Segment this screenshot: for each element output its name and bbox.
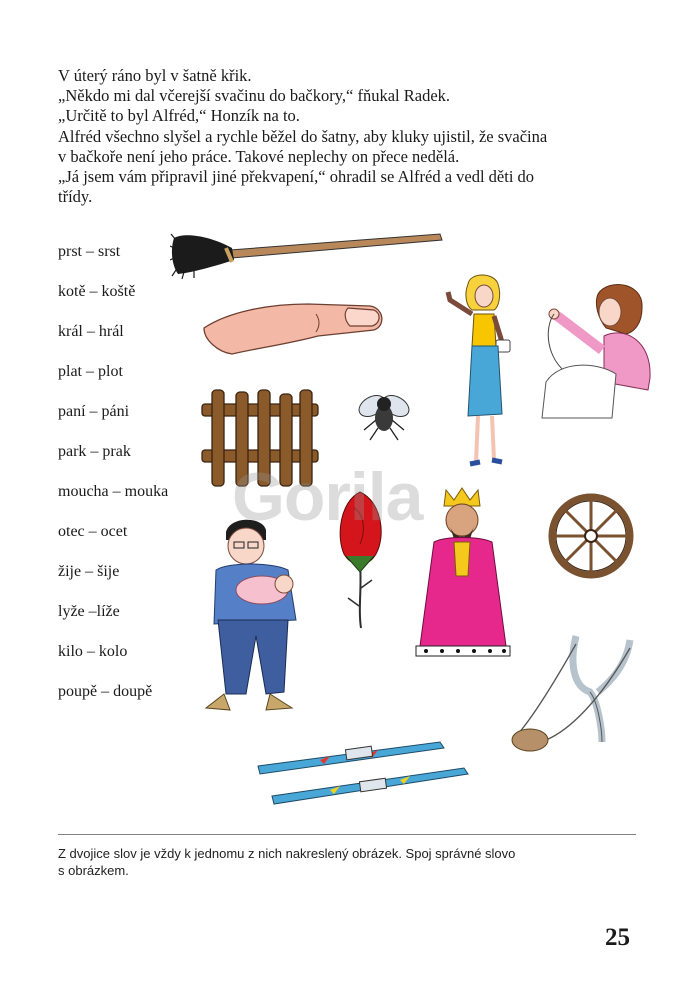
lady-icon[interactable]	[440, 270, 520, 474]
page-number: 25	[605, 924, 630, 951]
word-pair[interactable]: kotě – koště	[58, 283, 136, 300]
slingshot-icon[interactable]	[490, 630, 640, 766]
watermark: Gorila	[232, 459, 423, 535]
finger-icon[interactable]	[198, 292, 388, 356]
word-pair[interactable]: otec – ocet	[58, 523, 128, 540]
story-line: třídy.	[58, 187, 93, 207]
word-pair[interactable]: paní – páni	[58, 403, 130, 420]
man-with-baby-icon[interactable]	[200, 516, 310, 726]
story-text	[58, 66, 658, 207]
story-line: „Já jsem vám připravil jiné překvapení,“ ohradil se Alfréd a vedl děti do	[58, 167, 535, 187]
story-line: V úterý ráno byl v šatně křik.	[58, 66, 252, 85]
wheel-icon[interactable]	[546, 492, 636, 580]
word-pair[interactable]: prst – srst	[58, 243, 121, 260]
word-pair[interactable]: moucha – mouka	[58, 483, 169, 500]
sewing-woman-icon[interactable]	[538, 278, 656, 420]
skis-icon[interactable]	[250, 734, 480, 808]
word-pair[interactable]: plat – plot	[58, 363, 123, 380]
story-line: „Určitě to byl Alfréd,“ Honzík na to.	[58, 106, 300, 126]
instruction-line: Z dvojice slov je vždy k jednomu z nich nakreslený obrázek. Spoj správné slovo	[58, 846, 516, 861]
broom-icon[interactable]	[170, 226, 445, 282]
story-line: Alfréd všechno slyšel a rychle běžel do šatny, aby kluky ujistil, že svačina	[58, 126, 548, 146]
story-line: v bačkoře není jeho práce. Takové neplechy on přece nedělá.	[58, 146, 460, 166]
instruction-line: s obrázkem.	[58, 863, 129, 878]
word-pair[interactable]: park – prak	[58, 443, 131, 460]
word-pair[interactable]: král – hrál	[58, 323, 124, 340]
instruction-text	[58, 845, 598, 879]
word-pair-list	[58, 238, 208, 718]
word-pair[interactable]: poupě – doupě	[58, 683, 153, 700]
word-pair[interactable]: lyže –líže	[58, 603, 120, 620]
fly-icon[interactable]	[354, 386, 414, 446]
story-line: „Někdo mi dal včerejší svačinu do bačkory,“ fňukal Radek.	[58, 86, 451, 106]
word-pair[interactable]: žije – šije	[58, 563, 120, 580]
divider	[58, 834, 636, 835]
word-pair[interactable]: kilo – kolo	[58, 643, 128, 660]
